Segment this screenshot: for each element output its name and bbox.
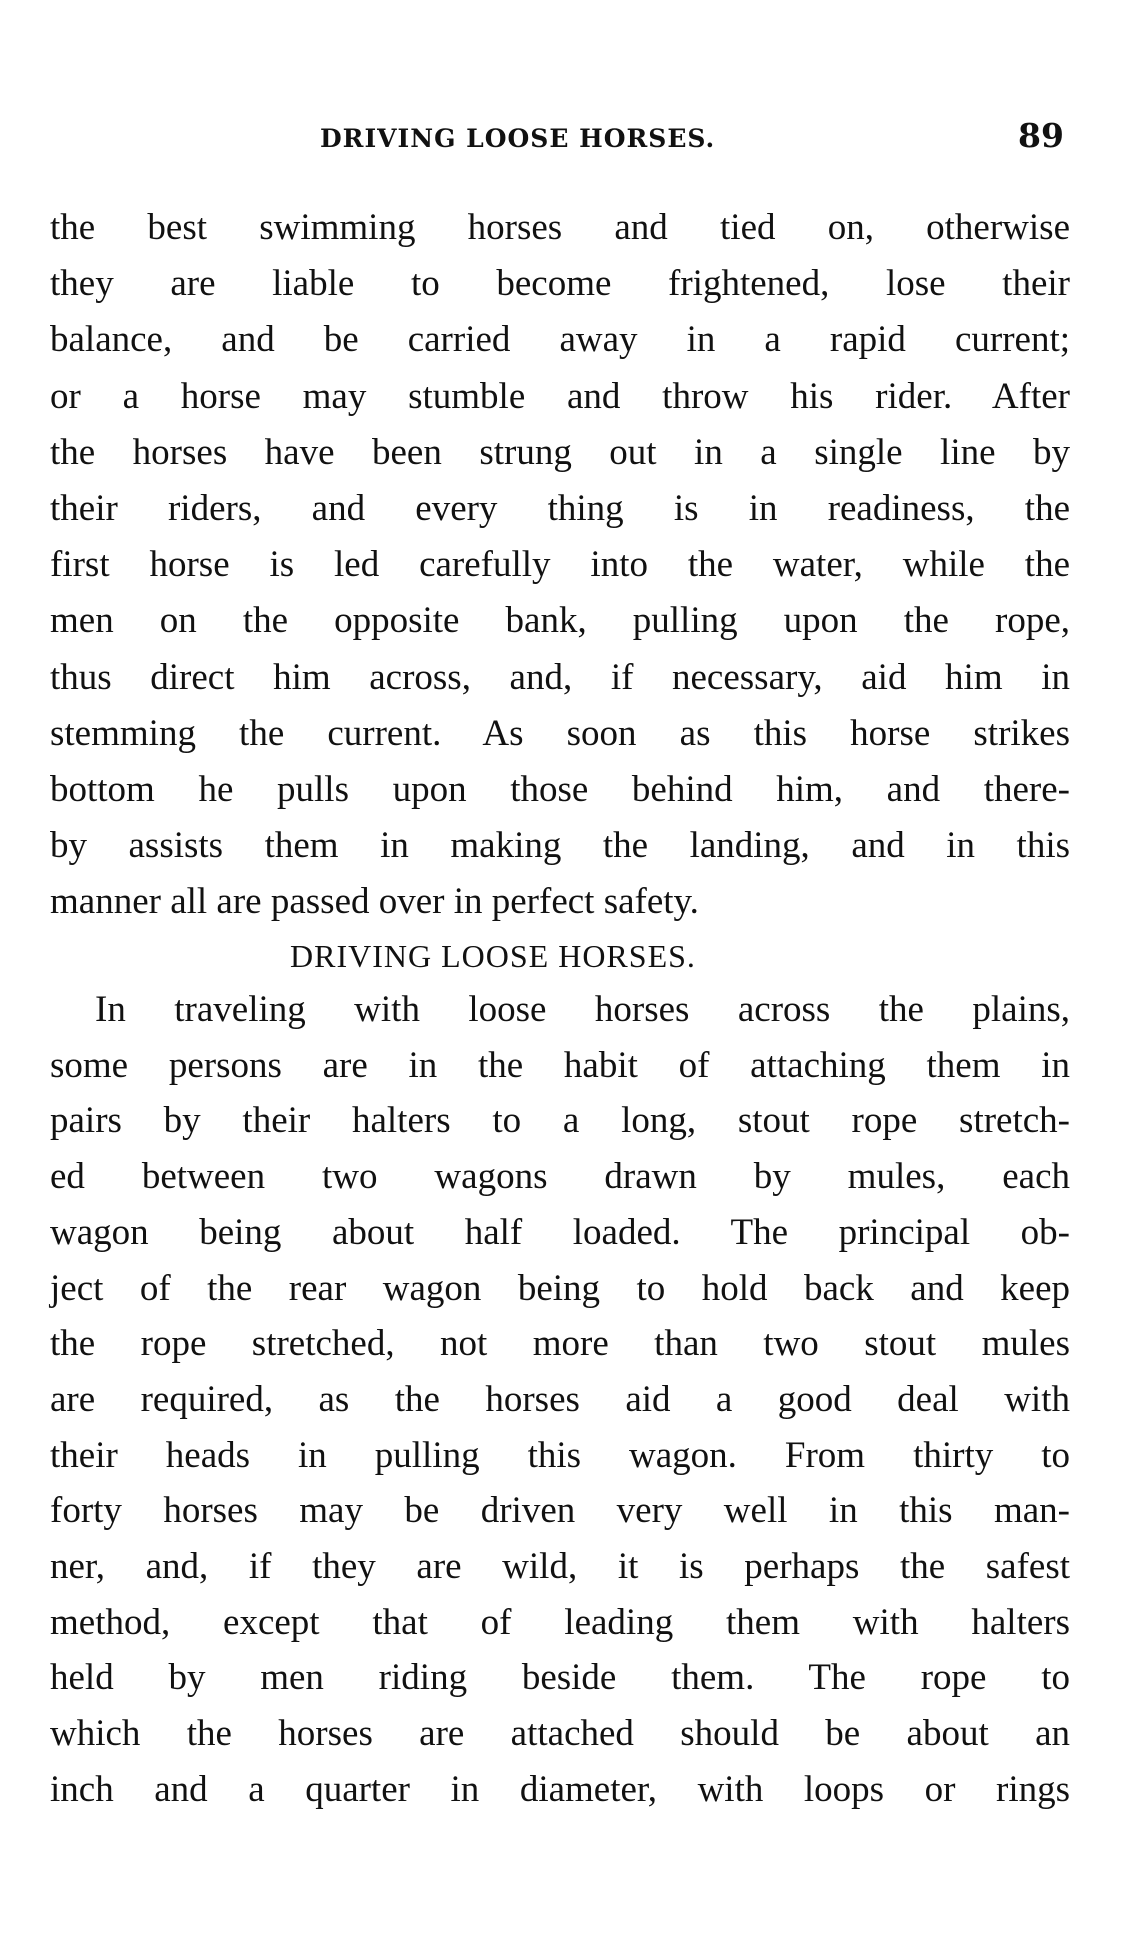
text-line: by assists them in making the landing, and in this [50,825,1070,867]
text-line: the rope stretched, not more than two stout mules [50,1323,1070,1365]
text-line: held by men riding beside them. The rope to [50,1657,1070,1699]
text-line: ject of the rear wagon being to hold back and keep [50,1267,1070,1309]
text-line: their riders, and every thing is in readiness, the [50,488,1070,529]
text-line: their heads in pulling this wagon. From thirty to [50,1434,1070,1476]
text-line: they are liable to become frightened, lose their [50,263,1070,305]
text-line: stemming the current. As soon as this horse strikes [50,712,1070,754]
text-line: ner, and, if they are wild, it is perhaps the safest [50,1546,1070,1587]
text-line: forty horses may be driven very well in this man- [50,1490,1070,1532]
page-number: 89 [1018,116,1064,155]
section-heading: DRIVING LOOSE HORSES. [290,938,696,974]
text-line: the best swimming horses and tied on, otherwise [50,207,1070,248]
text-line: or a horse may stumble and throw his rider. After [50,375,1070,417]
text-line: which the horses are attached should be about an [50,1713,1070,1755]
text-line: bottom he pulls upon those behind him, and there- [50,769,1070,810]
text-line: wagon being about half loaded. The principal ob- [50,1211,1070,1253]
text-line: men on the opposite bank, pulling upon the rope, [50,600,1070,642]
text-line: some persons are in the habit of attaching them in [50,1044,1070,1086]
text-line: inch and a quarter in diameter, with loops or rings [50,1768,1070,1810]
text-line: In traveling with loose horses across the plains, [95,989,1070,1030]
text-line: thus direct him across, and, if necessary, aid him in [50,656,1070,698]
text-line: first horse is led carefully into the water, while the [50,544,1070,586]
text-line: balance, and be carried away in a rapid current; [50,319,1070,361]
text-line: pairs by their halters to a long, stout rope stretch- [50,1100,1070,1142]
text-line: the horses have been strung out in a single line by [50,431,1070,473]
text-line: method, except that of leading them with halters [50,1601,1070,1643]
text-line: are required, as the horses aid a good deal with [50,1378,1070,1420]
running-title: DRIVING LOOSE HORSES. [320,124,716,153]
text-line: manner all are passed over in perfect safety. [50,881,699,923]
text-line: ed between two wagons drawn by mules, each [50,1156,1070,1198]
